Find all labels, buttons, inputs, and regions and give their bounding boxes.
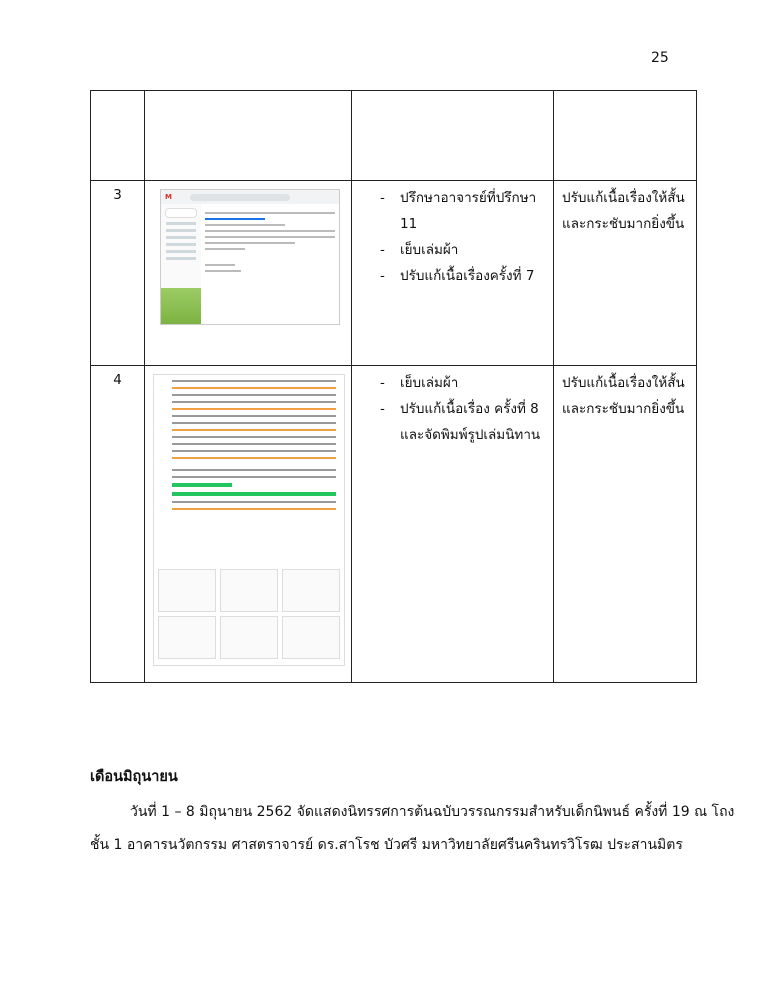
row-number-cell: 3	[91, 181, 145, 366]
result-cell: ปรับแก้เนื้อเรื่องให้สั้นและกระชับมากยิ่งขึ้น	[554, 181, 697, 366]
gmail-logo-icon: M	[165, 193, 172, 201]
page-number: 25	[651, 50, 669, 66]
notes-cell	[352, 366, 554, 683]
note-item: - เย็บเล่มผ้า	[380, 375, 459, 391]
note-item: - ปรึกษาอาจารย์ที่ปรึกษา 11	[380, 190, 537, 232]
result-cell: ปรับแก้เนื้อเรื่องให้สั้นและกระชับมากยิ่งขึ้น	[554, 366, 697, 683]
gmail-screenshot-image	[160, 189, 340, 325]
note-item: - ปรับแก้เนื้อเรื่องครั้งที่ 7	[380, 268, 535, 284]
note-item: - ปรับแก้เนื้อเรื่อง ครั้งที่ 8 และจัดพิมพ์รูปเล่มนิทาน	[380, 401, 541, 443]
paragraph-line: วันที่ 1 – 8 มิถุนายน 2562 จัดแสดงนิทรรศการต้นฉบับวรรณกรรมสำหรับเด็กนิพนธ์ ครั้งที่ 19 ณ โถง	[130, 804, 735, 820]
table-row	[91, 366, 697, 683]
row-number-cell	[91, 91, 145, 181]
table-row	[91, 91, 697, 181]
table-row	[91, 181, 697, 366]
result-cell	[554, 91, 697, 181]
image-cell	[145, 181, 352, 366]
row-number-cell: 4	[91, 366, 145, 683]
image-cell	[145, 91, 352, 181]
image-cell	[145, 366, 352, 683]
note-item: - เย็บเล่มผ้า	[380, 242, 459, 258]
paragraph-line: ชั้น 1 อาคารนวัตกรรม ศาสตราจารย์ ดร.สาโรช บัวศรี มหาวิทยาลัยศรีนครินทรวิโรฒ ประสานมิตร	[90, 837, 683, 853]
notes-cell	[352, 91, 554, 181]
notes-cell	[352, 181, 554, 366]
section-heading: เดือนมิถุนายน	[90, 769, 178, 785]
document-screenshot-image	[153, 374, 345, 666]
activity-table	[90, 90, 697, 683]
